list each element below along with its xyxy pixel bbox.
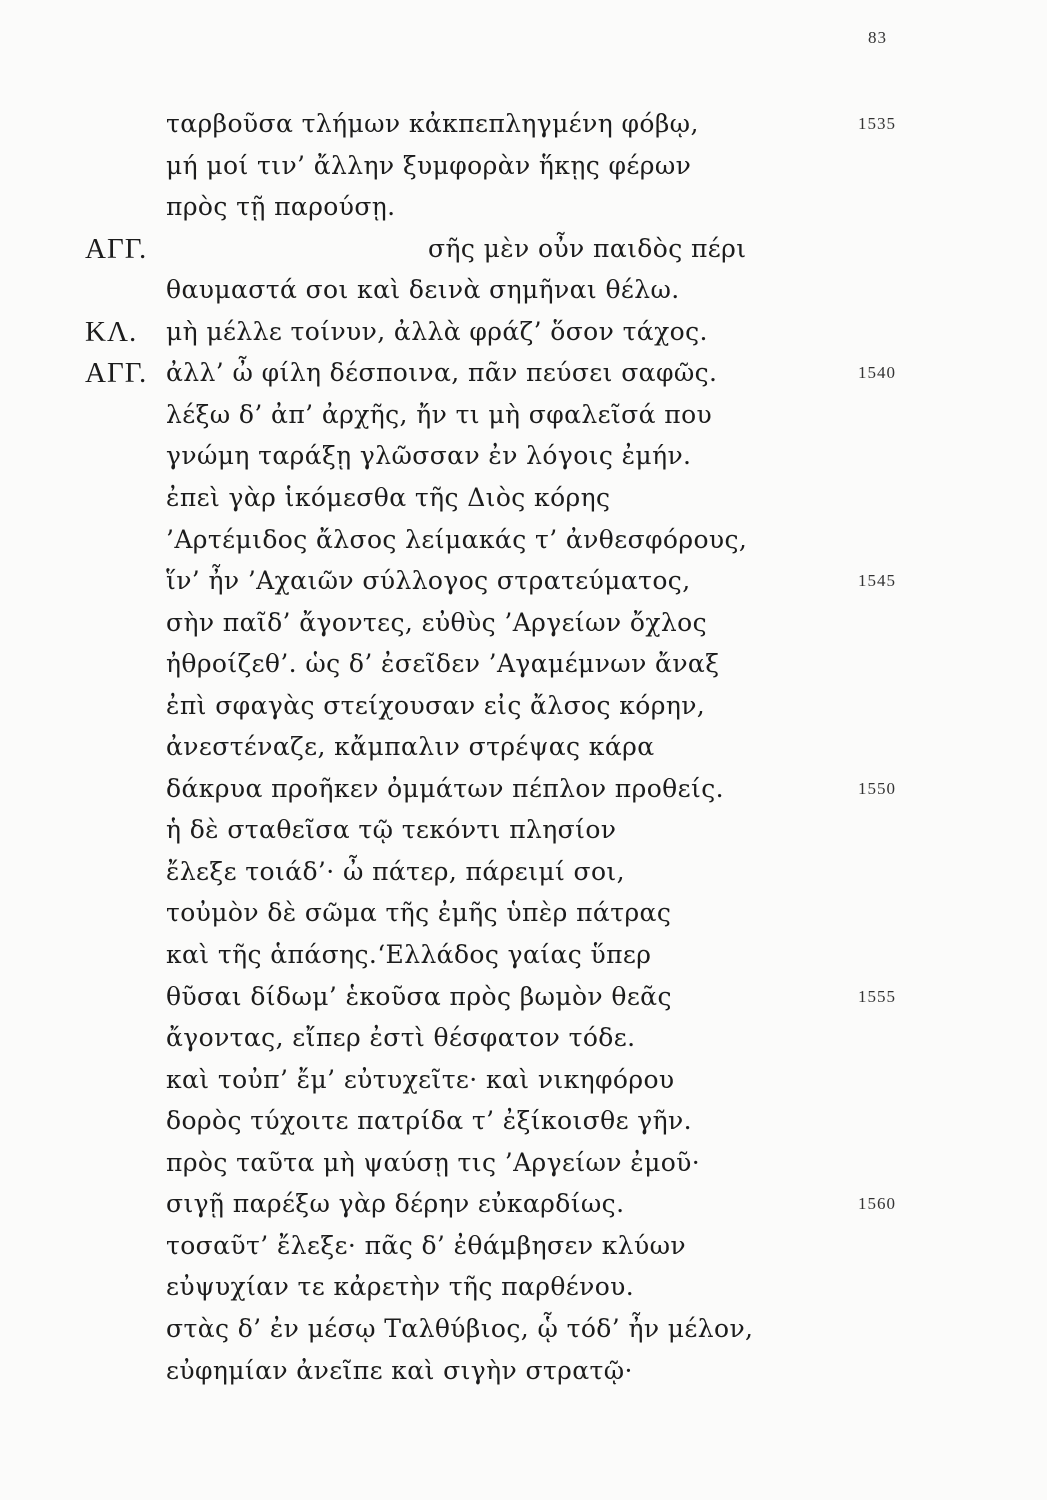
verse-line — [0, 1182, 1047, 1226]
verse-line — [0, 808, 1047, 852]
verse-text: ἠθροίζεθ’. ὡς δ’ ἐσεῖδεν ’Αγαμέμνων ἄναξ — [166, 649, 720, 679]
verse-text: ’Αρτέμιδος ἄλσος λείμακάς τ’ ἀνθεσφόρους, — [166, 524, 748, 554]
verse-text: ἐπὶ σφαγὰς στείχουσαν εἰς ἄλσος κόρην, — [166, 690, 706, 720]
verse-line — [0, 1265, 1047, 1309]
verse-line — [0, 102, 1047, 146]
verse-text: δάκρυα προῆκεν ὀμμάτων πέπλον προθείς. — [166, 773, 724, 803]
verse-text: ἔλεξε τοιάδ’· ὦ πάτερ, πάρειμί σοι, — [166, 856, 625, 886]
verse-line — [0, 518, 1047, 562]
verse-text: σιγῇ παρέξω γὰρ δέρην εὐκαρδίως. — [166, 1189, 625, 1219]
speaker-label: ΚΛ. — [85, 315, 138, 348]
verse-text: ἀλλ’ ὦ φίλη δέσποινα, πᾶν πεύσει σαφῶς. — [166, 358, 718, 388]
verse-text: εὐφημίαν ἀνεῖπε καὶ σιγὴν στρατῷ· — [166, 1355, 633, 1385]
verse-line — [0, 1141, 1047, 1185]
verse-line — [0, 891, 1047, 935]
verse-line — [0, 725, 1047, 769]
verse-text: δορὸς τύχοιτε πατρίδα τ’ ἐξίκοισθε γῆν. — [166, 1106, 692, 1136]
verse-text: καὶ τῆς ἁπάσης.‘Ελλάδος γαίας ὕπερ — [166, 940, 652, 969]
verse-text: ἀνεστέναζε, κἄμπαλιν στρέψας κάρα — [166, 732, 655, 762]
line-number: 1560 — [858, 1194, 896, 1214]
verse-text: σῆς μὲν οὖν παιδὸς πέρι — [428, 233, 747, 263]
verse-text: μή μοί τιν’ ἄλλην ξυμφορὰν ἥκῃς φέρων — [166, 150, 692, 180]
line-number: 1545 — [858, 571, 896, 591]
verse-text: ἡ δὲ σταθεῖσα τῷ τεκόντι πλησίον — [166, 815, 617, 845]
verse-text: πρὸς ταῦτα μὴ ψαύσῃ τις ’Αργείων ἐμοῦ· — [166, 1147, 701, 1177]
verse-text: εὐψυχίαν τε κἀρετὴν τῆς παρθένου. — [166, 1272, 635, 1302]
verse-line — [0, 144, 1047, 188]
verse-line — [0, 1349, 1047, 1393]
verse-text: μὴ μέλλε τοίνυν, ἀλλὰ φράζ’ ὅσον τάχος. — [166, 316, 708, 346]
verse-text: ταρβοῦσα τλήμων κἀκπεπληγμένη φόβῳ, — [166, 109, 699, 138]
line-number: 1540 — [858, 363, 896, 383]
verse-text: καὶ τοὐπ’ ἔμ’ εὐτυχεῖτε· καὶ νικηφόρου — [166, 1064, 675, 1094]
verse-text: πρὸς τῇ παρούσῃ. — [166, 192, 396, 222]
verse-line — [0, 310, 1047, 354]
line-number: 1550 — [858, 778, 896, 798]
verse-text: τοὐμὸν δὲ σῶμα τῆς ἐμῆς ὑπὲρ πάτρας — [166, 898, 672, 928]
verse-line — [0, 933, 1047, 977]
line-number: 1555 — [858, 986, 896, 1006]
verse-line — [0, 975, 1047, 1019]
verse-text: γνώμη ταράξῃ γλῶσσαν ἐν λόγοις ἐμήν. — [166, 441, 692, 471]
verse-line — [0, 1224, 1047, 1268]
verse-line — [0, 601, 1047, 645]
verse-line — [0, 393, 1047, 437]
verse-line — [0, 684, 1047, 728]
verse-line — [0, 268, 1047, 312]
verse-line — [0, 559, 1047, 603]
verse-text: σὴν παῖδ’ ἄγοντες, εὐθὺς ’Αργείων ὄχλος — [166, 607, 707, 637]
speaker-label: ΑΓΓ. — [85, 357, 148, 390]
verse-text: τοσαῦτ’ ἔλεξε· πᾶς δ’ ἐθάμβησεν κλύων — [166, 1230, 687, 1260]
verse-line — [0, 1099, 1047, 1143]
verse-text: λέξω δ’ ἀπ’ ἀρχῆς, ἤν τι μὴ σφαλεῖσά που — [166, 399, 713, 429]
verse-text: ἐπεὶ γὰρ ἱκόμεσθα τῆς Διὸς κόρης — [166, 482, 611, 512]
verse-text: ἵν’ ἦν ’Αχαιῶν σύλλογος στρατεύματος, — [166, 566, 691, 596]
verse-line — [0, 227, 1047, 271]
verse-line — [0, 185, 1047, 229]
verse-line — [0, 1058, 1047, 1102]
verse-line — [0, 351, 1047, 395]
verse-text: θῦσαι δίδωμ’ ἑκοῦσα πρὸς βωμὸν θεᾶς — [166, 981, 672, 1011]
verse-line — [0, 476, 1047, 520]
verse-line — [0, 767, 1047, 811]
verse-line — [0, 1016, 1047, 1060]
line-number: 1535 — [858, 114, 896, 133]
verse-line — [0, 642, 1047, 686]
verse-text: στὰς δ’ ἐν μέσῳ Ταλθύβιος, ᾧ τόδ’ ἦν μέλον, — [166, 1313, 754, 1343]
page-number: 83 — [868, 28, 887, 47]
verse-line — [0, 434, 1047, 478]
verse-line — [0, 1307, 1047, 1351]
verse-text: θαυμαστά σοι καὶ δεινὰ σημῆναι θέλω. — [166, 275, 680, 305]
speaker-label: ΑΓΓ. — [85, 232, 148, 265]
verse-line — [0, 850, 1047, 894]
verse-text: ἄγοντας, εἴπερ ἐστὶ θέσφατον τόδε. — [166, 1023, 636, 1053]
